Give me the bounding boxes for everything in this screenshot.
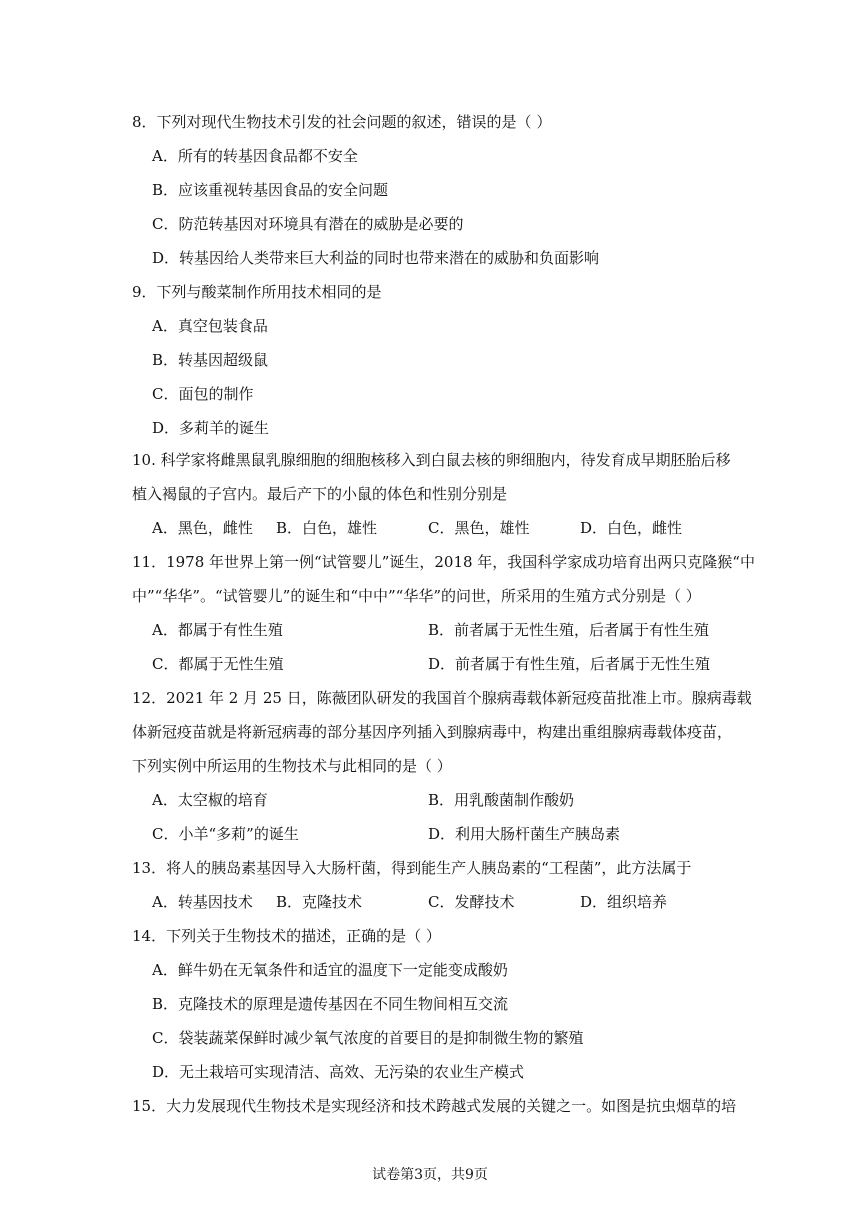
page-footer: 试卷第3页，共9页 <box>372 1167 488 1183</box>
question-11-stem-line-1: 11．1978 年世界上第一例“试管婴儿”诞生，2018 年，我国科学家成功培育出两只克隆猴“中 <box>132 553 755 571</box>
question-10-option-c: C．黑色，雄性 <box>428 519 530 537</box>
question-14-option-a: A．鲜牛奶在无氧条件和适宜的温度下一定能变成酸奶 <box>152 961 508 979</box>
question-10-stem-line-2: 植入褐鼠的子宫内。最后产下的小鼠的体色和性别分别是 <box>132 485 508 503</box>
question-12-option-d: D．利用大肠杆菌生产胰岛素 <box>428 825 621 843</box>
question-9-option-d: D．多莉羊的诞生 <box>152 419 270 437</box>
question-12-option-b: B．用乳酸菌制作酸奶 <box>428 791 575 809</box>
question-9-option-c: C．面包的制作 <box>152 385 254 403</box>
question-10-option-a: A．黑色，雌性 <box>152 519 253 537</box>
question-8-option-c: C．防范转基因对环境具有潜在的威胁是必要的 <box>152 215 464 233</box>
question-11-option-a: A．都属于有性生殖 <box>152 621 283 639</box>
question-9-option-b: B．转基因超级鼠 <box>152 351 269 369</box>
question-13-option-d: D．组织培养 <box>580 893 668 911</box>
question-8-stem: 8．下列对现代生物技术引发的社会问题的叙述，错误的是（ ） <box>132 113 552 131</box>
question-10-stem-line-1: 10. 科学家将雌黑鼠乳腺细胞的细胞核移入到白鼠去核的卵细胞内，待发育成早期胚胎后移 <box>132 451 731 469</box>
question-10-option-b: B．白色，雄性 <box>276 519 378 537</box>
question-8-option-a: A．所有的转基因食品都不安全 <box>152 147 358 165</box>
question-11-option-c: C．都属于无性生殖 <box>152 655 284 673</box>
question-12-stem-line-1: 12．2021 年 2 月 25 日，陈薇团队研发的我国首个腺病毒载体新冠疫苗批准上市。腺病毒载 <box>132 689 752 707</box>
question-9-stem: 9．下列与酸菜制作所用技术相同的是 <box>132 283 382 301</box>
question-11-stem-line-2: 中”“华华”。“试管婴儿”的诞生和“中中”“华华”的问世，所采用的生殖方式分别是（ ） <box>132 587 701 605</box>
question-14-option-c: C．袋装蔬菜保鲜时减少氧气浓度的首要目的是抑制微生物的繁殖 <box>152 1029 584 1047</box>
question-10-option-d: D．白色，雌性 <box>580 519 683 537</box>
question-13-stem: 13．将人的胰岛素基因导入大肠杆菌，得到能生产人胰岛素的“工程菌”，此方法属于 <box>132 859 692 877</box>
question-12-option-c: C．小羊“多莉”的诞生 <box>152 825 299 843</box>
question-13-option-c: C．发酵技术 <box>428 893 515 911</box>
question-12-option-a: A．太空椒的培育 <box>152 791 268 809</box>
question-13-option-b: B．克隆技术 <box>276 893 363 911</box>
question-14-stem: 14．下列关于生物技术的描述，正确的是（ ） <box>132 927 441 945</box>
question-12-stem-line-2: 体新冠疫苗就是将新冠病毒的部分基因序列插入到腺病毒中，构建出重组腺病毒载体疫苗， <box>132 723 733 741</box>
question-8-option-b: B．应该重视转基因食品的安全问题 <box>152 181 389 199</box>
question-12-stem-line-3: 下列实例中所运用的生物技术与此相同的是（ ） <box>132 757 452 775</box>
question-11-option-d: D．前者属于有性生殖，后者属于无性生殖 <box>428 655 711 673</box>
question-8-option-d: D．转基因给人类带来巨大利益的同时也带来潜在的威胁和负面影响 <box>152 249 600 267</box>
question-9-option-a: A．真空包装食品 <box>152 317 268 335</box>
question-13-option-a: A．转基因技术 <box>152 893 253 911</box>
question-14-option-b: B．克隆技术的原理是遗传基因在不同生物间相互交流 <box>152 995 509 1013</box>
question-11-option-b: B．前者属于无性生殖，后者属于有性生殖 <box>428 621 710 639</box>
question-15-stem: 15．大力发展现代生物技术是实现经济和技术跨越式发展的关键之一。如图是抗虫烟草的培 <box>132 1097 737 1115</box>
question-14-option-d: D．无土栽培可实现清洁、高效、无污染的农业生产模式 <box>152 1063 525 1081</box>
